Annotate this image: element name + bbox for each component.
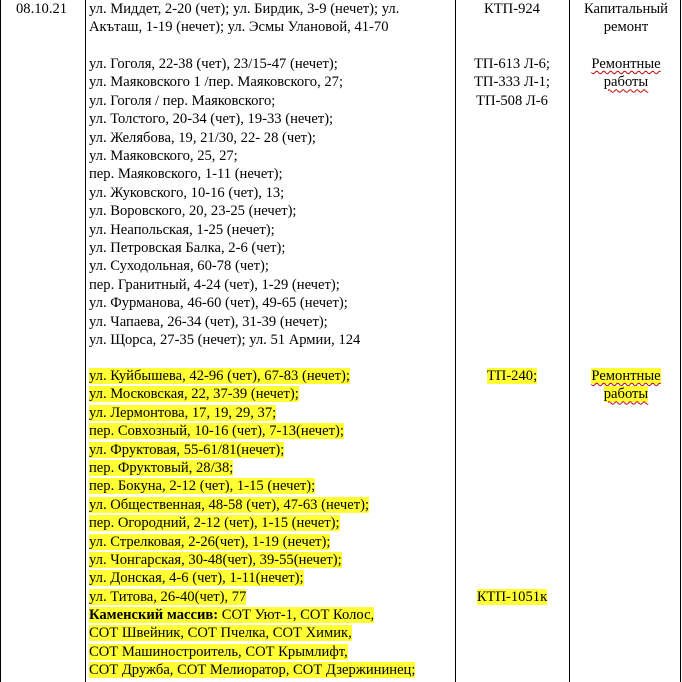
address-text: ул. Маяковского 1 /пер. Маяковского, 27; [89, 74, 344, 91]
address-text: ул. Куйбышева, 42-96 (чет), 67-83 (нечет); [89, 368, 350, 384]
address-text: ул. Лермонтова, 17, 19, 29, 37; [89, 404, 277, 421]
substation-group-1 [459, 0, 565, 18]
address-text: ул. Стрелковая, 2-26(чет), 1-19 (нечет); [89, 533, 331, 550]
address-line [89, 496, 455, 514]
address-line [89, 331, 455, 349]
address-line [89, 0, 455, 18]
address-line [89, 569, 455, 587]
address-text: Акъташ, 1-19 (нечет); ул. Эсмы Улановой, 41-70 [89, 19, 389, 36]
substation-label: КТП-924 [484, 1, 540, 17]
address-text: ул. Московская, 22, 37-39 (нечет); [89, 386, 299, 403]
address-text: пер. Фруктовый, 28/38; [89, 460, 234, 477]
address-line [89, 404, 455, 422]
work-type-label: Ремонтные [591, 368, 661, 384]
work-type-label: работы [603, 386, 649, 403]
address-text: пер. Бокуна, 2-12 (чет), 1-15 (нечет); [89, 478, 316, 495]
address-group-4 [89, 606, 455, 680]
address-text: СОТ Машиностроитель, СОТ Крымлифт, [89, 643, 348, 660]
work-type-label: Ремонтные [591, 56, 661, 72]
substation-label: ТП-240; [486, 368, 538, 384]
address-text: ул. Общественная, 48-58 (чет), 47-63 (нечет); [89, 496, 370, 513]
address-text: ул. Фурманова, 46-60 (чет), 49-65 (нечет); [89, 295, 348, 312]
address-line [89, 441, 455, 459]
address-line [89, 92, 455, 110]
address-text: ул. Фруктовая, 55-61/81(нечет); [89, 441, 285, 458]
work-type-2 [571, 55, 681, 92]
address-line [89, 165, 455, 183]
address-line [89, 276, 455, 294]
substation-label: ТП-508 Л-6 [476, 92, 548, 109]
address-line [89, 367, 455, 385]
address-text: ул. Маяковского, 25, 27; [89, 148, 238, 165]
address-line [89, 533, 455, 551]
table-border-right [680, 0, 681, 682]
address-text: ул. Жуковского, 10-16 (чет), 13; [89, 184, 285, 201]
address-line [89, 551, 455, 569]
work-type-1 [571, 0, 681, 37]
address-line [89, 624, 455, 642]
address-text: ул. Щорса, 27-35 (нечет); ул. 51 Армии, 124 [89, 332, 361, 349]
address-text: ул. Чапаева, 26-34 (чет), 31-39 (нечет); [89, 313, 328, 330]
address-text: ул. Гоголя / пер. Маяковского; [89, 92, 276, 109]
work-type-3 [571, 367, 681, 404]
address-text: СОТ Дружба, СОТ Мелиоратор, СОТ Дзержининец; [89, 662, 416, 679]
substation-label: ТП-613 Л-6; [474, 56, 550, 72]
address-line [89, 147, 455, 165]
address-text: пер. Маяковского, 1-11 (нечет); [89, 166, 283, 183]
address-text: пер. Гранитный, 4-24 (чет), 1-29 (нечет); [89, 276, 340, 293]
address-line [89, 313, 455, 331]
address-line [89, 110, 455, 128]
address-line [89, 73, 455, 91]
address-group-3 [89, 367, 455, 606]
substation-group-2 [459, 55, 565, 110]
address-line [89, 294, 455, 312]
substation-label: ТП-333 Л-1; [474, 74, 550, 91]
outage-date: 08.10.21 [16, 1, 68, 17]
address-line [89, 18, 455, 36]
address-text: ул. Титова, 26-40(чет), 77 [89, 588, 247, 605]
address-line [89, 129, 455, 147]
address-text: ул. Желябова, 19, 21/30, 22- 28 (чет); [89, 129, 316, 146]
address-text: ул. Неапольская, 1-25 (нечет); [89, 221, 275, 238]
address-line [89, 202, 455, 220]
address-line [89, 606, 455, 624]
address-text: ул. Донская, 4-6 (чет), 1-11(нечет); [89, 570, 304, 587]
address-text: ул. Воровского, 20, 23-25 (нечет); [89, 203, 297, 220]
substation-group-4 [459, 588, 565, 606]
address-group-1 [89, 0, 455, 37]
address-text: пер. Совхозный, 10-16 (чет), 7-13(нечет); [89, 423, 344, 440]
work-type-label: Капитальный [584, 1, 668, 17]
address-line [89, 422, 455, 440]
address-text: ул. Толстого, 20-34 (чет), 19-33 (нечет); [89, 111, 334, 128]
address-text: ул. Миддет, 2-20 (чет); ул. Бирдик, 3-9 (нечет); ул. [89, 1, 400, 17]
address-line [89, 514, 455, 532]
address-line [89, 55, 455, 73]
substation-group-3 [459, 367, 565, 385]
address-text: ул. Гоголя, 22-38 (чет), 23/15-47 (нечет); [89, 56, 338, 72]
address-text: пер. Огородний, 2-12 (чет), 1-15 (нечет); [89, 515, 340, 532]
work-type-label: ремонт [603, 19, 649, 36]
address-text: ул. Чонгарская, 30-48(чет), 39-55(нечет); [89, 552, 342, 569]
address-line [89, 588, 455, 606]
address-line [89, 661, 455, 679]
table-border-substation [569, 0, 570, 682]
address-line [89, 257, 455, 275]
address-line [89, 385, 455, 403]
address-line [89, 239, 455, 257]
address-text: СОТ Швейник, СОТ Пчелка, СОТ Химик, [89, 625, 352, 642]
address-line [89, 477, 455, 495]
address-group-2 [89, 55, 455, 350]
table-border-date [85, 0, 86, 682]
address-line [89, 221, 455, 239]
table-border-address [455, 0, 456, 682]
address-line [89, 459, 455, 477]
address-text: ул. Суходольная, 60-78 (чет); [89, 258, 269, 275]
address-text: ул. Петровская Балка, 2-6 (чет); [89, 240, 286, 257]
work-type-label: работы [603, 74, 649, 91]
table-border-left [0, 0, 1, 682]
address-line [89, 184, 455, 202]
substation-label: КТП-1051к [476, 589, 548, 605]
address-text: Каменский массив: СОТ Уют-1, СОТ Колос, [89, 607, 375, 623]
address-line [89, 643, 455, 661]
